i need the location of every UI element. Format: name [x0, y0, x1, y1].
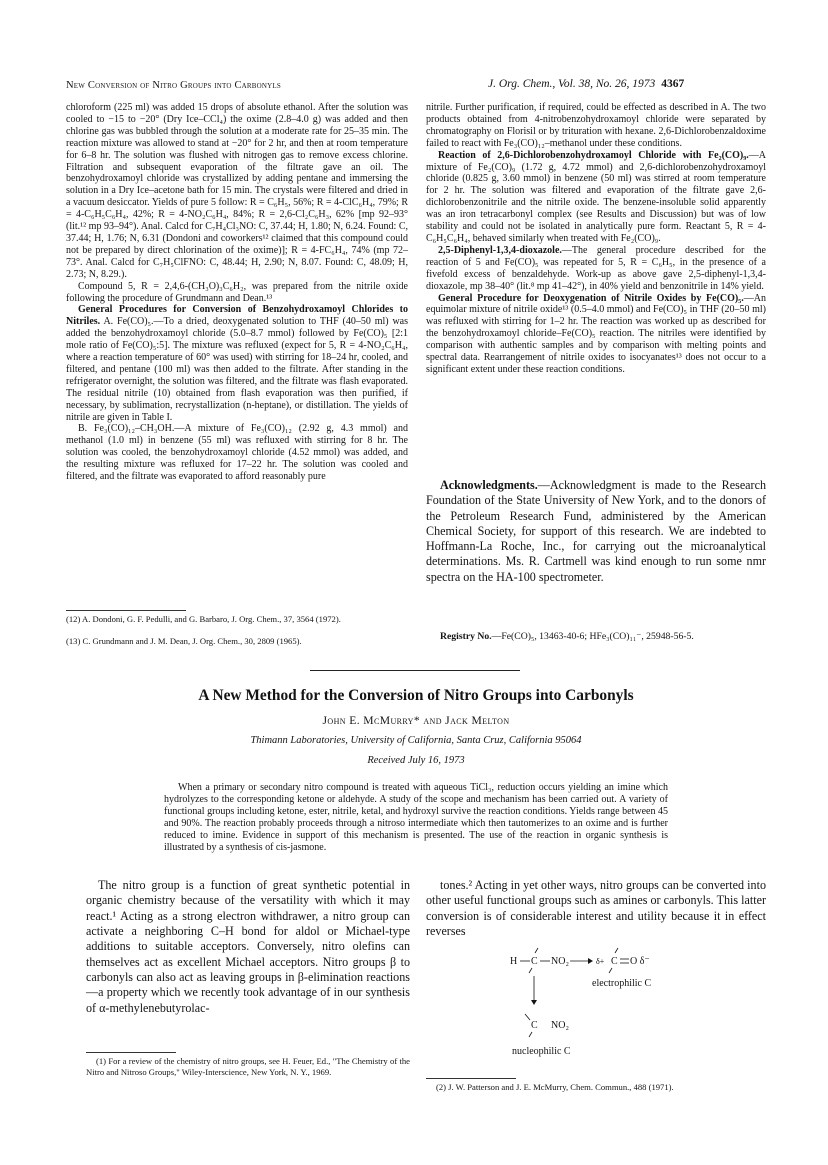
- scheme-c1: C: [531, 956, 538, 967]
- journal-name: J. Org. Chem., Vol. 38, No. 26, 1973: [488, 78, 656, 90]
- section-heading: 2,5-Diphenyl-1,3,4-dioxazole.: [438, 244, 562, 256]
- received-date: Received July 16, 1973: [367, 755, 465, 766]
- footnote-divider: [426, 1078, 516, 1079]
- section-heading: General Procedures for Conversion of Benzohydroxamoyl Chlorides to Nitriles.: [66, 304, 408, 328]
- paragraph: [66, 304, 408, 423]
- footnote-13: (13) C. Grundmann and J. M. Dean, J. Org. Chem., 30, 2809 (1965).: [66, 636, 302, 646]
- paragraph-text: —The general procedure described for the reaction of 5 and Fe(CO)₅ was repeated for 5, R = C₆H₅, in the presence of a fivefold excess of benzaldehyde. Work-up as above gave 2,5-diphenyl-1,3,4-dioxazole, mp 38–40° (lit.⁸ mp 41–42°), in 40% yield and benzonitrile in 14% yield.: [426, 244, 766, 292]
- running-title: New Conversion of Nitro Groups into Carbonyls: [66, 80, 281, 91]
- bond: [535, 948, 538, 953]
- paragraph: [426, 245, 766, 293]
- footnote-divider: [86, 1052, 176, 1053]
- scheme-h: H: [510, 956, 518, 967]
- nitro-scheme-diagram: [480, 942, 740, 1062]
- introduction-right: tones.² Acting in yet other ways, nitro groups can be converted into other useful functional groups such as amines or carbonyls. This latter conversion is of considerable interest and utility because it in effect reverses: [426, 878, 766, 939]
- paragraph-text: —An equimolar mixture of nitrile oxide¹³ (0.5–4.0 mmol) and Fe(CO)₅ in THF (20–50 ml) was refluxed with stirring for 1–2 hr. The reaction was worked up as described for the benzohydroxamoyl chloride–Fe(CO)₅ reaction. The nitriles were identified by comparison with authentic samples and by comparison with melting points and spectral data. Rearrangement of nitrile oxides to isocyanates¹³ does not occur to a significant extent under these reaction conditions.: [426, 292, 766, 375]
- paragraph: B. Fe₃(CO)₁₂–CH₃OH.—A mixture of Fe₃(CO)₁₂ (2.92 g, 4.3 mmol) and methanol (1.0 ml) in benzene (55 ml) was refluxed with stirring for 8 hr. The solution was cooled, the benzohydroxamoyl chloride (4.52 mmol) was added, and the resulting mixture was refluxed for 17–22 hr. The solution was cooled and filtered, and the filtrate was evaporated to afford reasonably pure: [66, 423, 408, 483]
- bond: [609, 968, 612, 973]
- paragraph: [426, 293, 766, 376]
- article-authors: John E. McMurry* and Jack Melton: [322, 714, 510, 727]
- scheme-nucleophilic-label: nucleophilic C: [512, 1046, 571, 1057]
- bond: [529, 1032, 532, 1037]
- section-heading: Reaction of 2,6-Dichlorobenzohydroxamoyl Chloride with Fe₂(CO)₉.: [438, 149, 749, 161]
- right-column-experimental: [426, 102, 766, 376]
- scheme-no2-b: NO₂: [551, 1020, 569, 1031]
- scheme-o-delta: O δ⁻: [630, 956, 650, 967]
- paragraph: chloroform (225 ml) was added 15 drops of absolute ethanol. After the solution was cooled to −15 to −20° (Dry Ice–CCl₄) the oxime (2.8–4.0 g) was added and then chlorine gas was bubbled through the solution at a moderate rate for 25–35 min. The reaction mixture was allowed to stand at −20° for 2 hr, and then at room temperature for 6–8 hr. The solution was flushed with nitrogen gas to remove excess chlorine. Filtration and subsequent evaporation of the filtrate gave an oil. The benzohydroxamoyl chloride was crystallized by adding pentane and immersing the solution in a Dry Ice–acetone bath for 15 min. The crystals were filtered and dried in a vacuum desiccator. Yields of pure 5 follow: R = C₆H₅, 56%; R = 4-ClC₆H₄, 79%; R = 4-C₆H₅C₆H₄, 42%; R = 4-NO₂C₆H₄, 84%; R = 2,6-Cl₂C₆H₃, 62% [mp 92–93° (lit.¹² mp 93–94°). Anal. Calcd for C₇H₄Cl₃NO: C, 37.44; H, 1.80; N, 6.24. Found: C, 37.44; H, 1.76; N, 6.31 (Dondoni and coworkers¹² claimed that this compound could not be prepared by direct chlorination of the oxime)]; R = 4-FC₆H₄, 74% (mp 72–73°. Anal. Calcd for C₇H₅ClFNO: C, 48.44; H, 2.90; N, 8.07. Found: C, 48.09; H, 2.73; N, 8.29.).: [66, 102, 408, 280]
- paragraph: nitrile. Further purification, if required, could be effected as described in A. The two products obtained from 4-nitrobenzohydroxamoyl chloride were separated by chromatography on Florisil or by trituration with hexane. 2,6-Dichlorobenzaldoxime failed to react with Fe₃(CO)₁₂–methanol under these conditions.: [426, 102, 766, 149]
- left-column-experimental: [66, 102, 408, 483]
- bond: [615, 948, 618, 953]
- registry-text: —Fe(CO)₅, 13463-40-6; HFe₃(CO)₁₁⁻, 25948-56-5.: [491, 631, 694, 642]
- acknowledgments: [426, 478, 766, 585]
- article-separator: [310, 670, 520, 671]
- scheme-electrophilic-label: electrophilic C: [592, 978, 652, 989]
- article-title: A New Method for the Conversion of Nitro Groups into Carbonyls: [198, 687, 634, 704]
- paragraph: [426, 150, 766, 245]
- footnote-12: (12) A. Dondoni, G. F. Pedulli, and G. Barbaro, J. Org. Chem., 37, 3564 (1972).: [66, 614, 341, 624]
- article-affiliation: Thimann Laboratories, University of California, Santa Cruz, California 95064: [250, 735, 582, 746]
- scheme-c3: C: [531, 1020, 538, 1031]
- section-heading: General Procedure for Deoxygenation of Nitrile Oxides by Fe(CO)₅.: [438, 292, 744, 304]
- introduction-left: The nitro group is a function of great synthetic potential in organic chemistry because of the versatility with which it may react.¹ Acting as a strong electron withdrawer, a nitro group can activate a neighboring C–H bond for aldol or Michael-type additions to suitable acceptors. Conversely, nitro olefins can themselves act as excellent Michael acceptors. Nitro groups β to carbonyls can also act as leaving groups in β-elimination reactions—a property which we recently took advantage of in our synthesis of α-methylenebutyrolac-: [86, 878, 410, 1015]
- bond: [529, 968, 532, 973]
- bond: [525, 1014, 530, 1020]
- scheme-c2: C: [611, 956, 618, 967]
- paragraph-text: A. Fe(CO)₅.—To a dried, deoxygenated solution to THF (40–50 ml) was added the benzohydroxamoyl chloride (5.0–8.7 mmol) followed by Fe(CO)₅ [2:1 mole ratio of Fe(CO)₅:5]. The mixture was refluxed (expect for 5, R = 4-NO₂C₆H₄, where a reaction temperature of 60° was used) with stirring for 18–24 hr, cooled, and filtered, and pentane (100 ml) was then added to the filtrate. After standing in the refrigerator overnight, the solution was filtered, and the filtrate was flash evaporated. The residual nitrile (10) obtained from flash evaporation was then purified, if necessary, by sublimation, recrystallization (n-heptane), or distillation. The yields of nitrile are given in Table I.: [66, 316, 408, 423]
- journal-citation: [488, 78, 684, 90]
- footnote-1: (1) For a review of the chemistry of nitro groups, see H. Feuer, Ed., "The Chemistry of the Nitro and Nitroso Groups," Wiley-Interscience, New York, N. Y., 1969.: [86, 1056, 410, 1077]
- registry-heading: Registry No.: [440, 631, 492, 642]
- footnote-2: (2) J. W. Patterson and J. E. McMurry, Chem. Commun., 488 (1971).: [436, 1082, 674, 1092]
- page-number: 4367: [661, 78, 685, 90]
- acknowledgments-text: —Acknowledgment is made to the Research Foundation of the State University of New York, and to the donors of the Petroleum Research Fund, administered by the American Chemical Society, for support of this research. We are indebted to Hoffmann-La Roche, Inc., for carrying out the microanalytical determinations. Ms. R. Cartmell was kind enough to run some nmr spectra on the HA-100 spectrometer.: [426, 478, 766, 584]
- footnote-divider: [66, 610, 186, 611]
- paragraph-text: —A mixture of Fe₂(CO)₉ (1.72 g, 4.72 mmol) and 2,6-dichlorobenzohydroxamoyl chloride (0.825 g, 3.60 mmol) in benzene (50 ml) was stirred at room temperature for 2 hr. The solution was filtered and evaporation of the filtrate gave 2,6-dichlorobenzonitrile and the nitrile oxide. The benzene-insoluble solid apparently was an iron tetracarbonyl complex (see Results and Discussion) but was of low stability and could not be isolated in analytically pure form. Reactant 5, R = 4-C₆H₅C₆H₄, behaved similarly when treated with Fe₂(CO)₉.: [426, 149, 766, 244]
- arrow-head: [588, 958, 593, 964]
- arrow-head: [531, 1000, 537, 1005]
- acknowledgments-heading: Acknowledgments.: [440, 478, 538, 492]
- paragraph: Compound 5, R = 2,4,6-(CH₃O)₃C₆H₂, was prepared from the nitrile oxide following the procedure of Grundmann and Dean.¹³: [66, 280, 408, 304]
- abstract: When a primary or secondary nitro compound is treated with aqueous TiCl₃, reduction occurs yielding an imine which hydrolyzes to the corresponding ketone or aldehyde. A study of the scope and mechanism has been carried out. A variety of functional groups including ketone, ester, nitrile, ketal, and hydroxyl survive the reaction conditions. Yields range between 45 and 90%. The reaction probably proceeds through a nitroso intermediate which then tautomerizes to an oxime and is further reduced to imine. Evidence in support of this mechanism is presented. The use of the reaction in organic synthesis is illustrated by a synthesis of cis-jasmone.: [164, 782, 668, 853]
- scheme-no2: NO₂: [551, 956, 569, 967]
- registry-numbers: [440, 631, 766, 642]
- scheme-delta-plus: δ+: [596, 957, 605, 966]
